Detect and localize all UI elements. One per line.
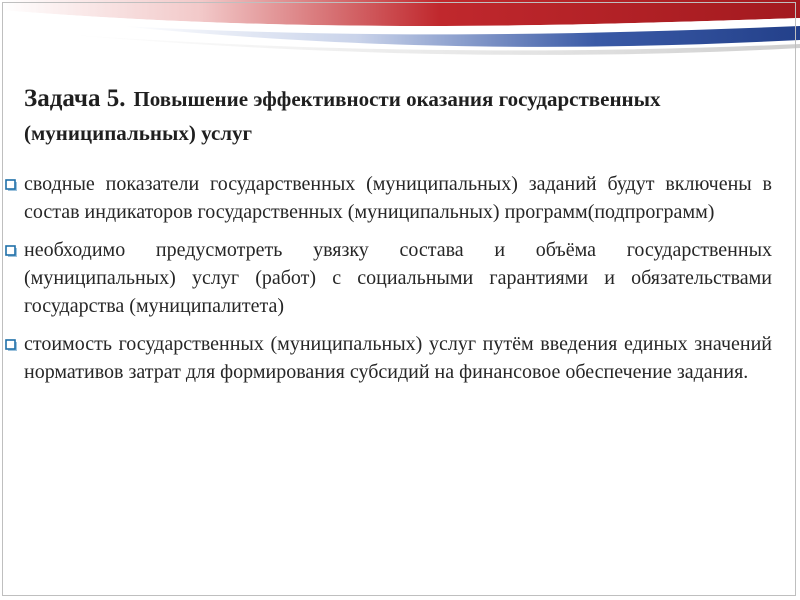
task-label: Задача 5. <box>24 85 126 112</box>
hollow-square-bullet-icon <box>5 245 18 258</box>
bullet-list <box>4 170 772 396</box>
bullet-text: стоимость государственных (муниципальных) услуг путём введения единых значений нормативов затрат для формирования субсидий на финансовое обеспечение задания. <box>24 333 772 383</box>
slide-title <box>24 80 764 148</box>
task-title-text: Повышение эффективности оказания государственных (муниципальных) услуг <box>24 87 661 145</box>
bullet-text: необходимо предусмотреть увязку состава и объёма государственных (муниципальных) услуг (работ) с социальными гарантиями и обязательствами государства (муниципалитета) <box>24 239 772 317</box>
bullet-item <box>4 170 772 226</box>
hollow-square-bullet-icon <box>5 179 18 192</box>
bullet-item <box>4 330 772 386</box>
bullet-text: сводные показатели государственных (муниципальных) заданий будут включены в состав индикаторов государственных (муниципальных) программ(подпрограмм) <box>24 173 772 223</box>
hollow-square-bullet-icon <box>5 339 18 352</box>
bullet-item <box>4 236 772 320</box>
header-decoration <box>0 0 800 70</box>
